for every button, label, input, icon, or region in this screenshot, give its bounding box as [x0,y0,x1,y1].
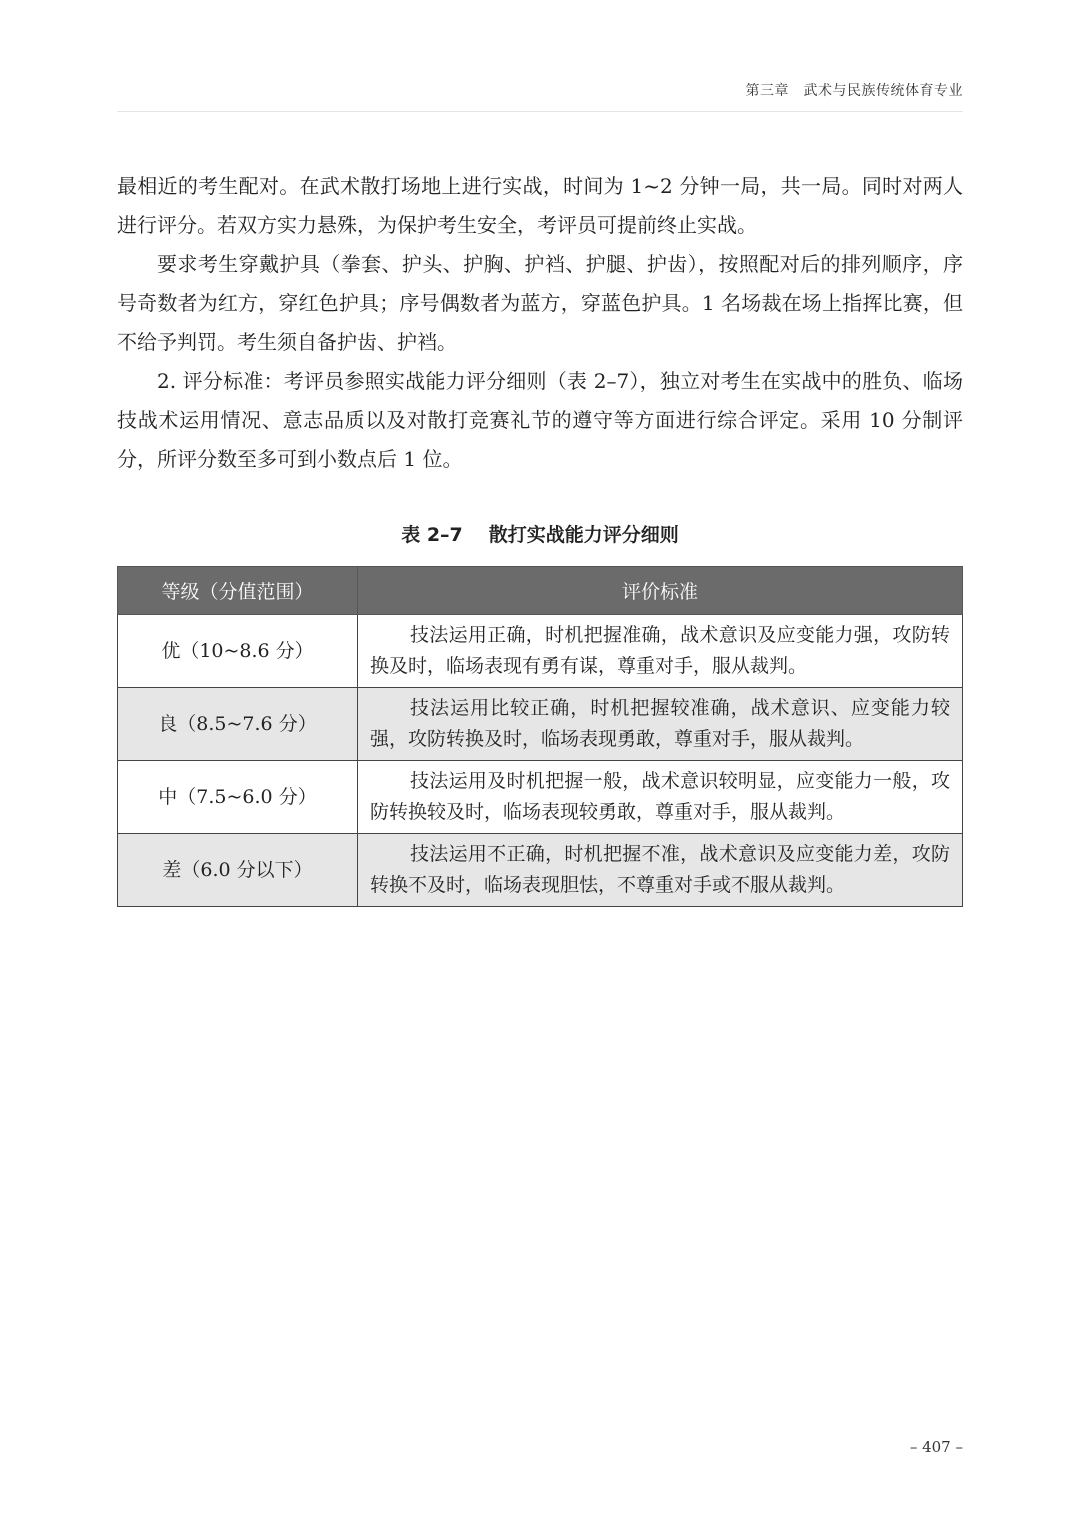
criteria-cell [358,615,963,688]
table-caption [117,520,963,547]
page-number: – 407 – [909,1438,963,1456]
criteria-cell [358,761,963,834]
table-title: 散打实战能力评分细则 [488,524,679,546]
grade-cell: 优（10~8.6 分） [118,615,358,688]
column-header-grade: 等级（分值范围） [118,567,358,615]
paragraph: 要求考生穿戴护具（拳套、护头、护胸、护裆、护腿、护齿），按照配对后的排列顺序，序号奇数者为红方，穿红色护具；序号偶数者为蓝方，穿蓝色护具。1 名场裁在场上指挥比赛，但不给予判罚。考生须自备护齿、护裆。 [117,252,963,354]
scoring-table [117,566,963,907]
criteria-text: 技法运用正确，时机把握准确，战术意识及应变能力强，攻防转换及时，临场表现有勇有谋，尊重对手，服从裁判。 [370,624,950,677]
paragraph: 2. 评分标准：考评员参照实战能力评分细则（表 2–7），独立对考生在实战中的胜负、临场技战术运用情况、意志品质以及对散打竞赛礼节的遵守等方面进行综合评定。采用 10 分制评分，所评分数至多可到小数点后 1 位。 [117,369,963,471]
table-row [118,834,963,907]
body-text [117,167,963,479]
paragraph: 最相近的考生配对。在武术散打场地上进行实战，时间为 1~2 分钟一局，共一局。同时对两人进行评分。若双方实力悬殊，为保护考生安全，考评员可提前终止实战。 [117,174,963,237]
grade-cell: 中（7.5~6.0 分） [118,761,358,834]
table-row [118,615,963,688]
table-number: 表 2–7 [401,524,463,546]
criteria-text: 技法运用比较正确，时机把握较准确，战术意识、应变能力较强，攻防转换及时，临场表现勇敢，尊重对手，服从裁判。 [370,697,950,750]
criteria-cell [358,688,963,761]
criteria-text: 技法运用不正确，时机把握不准，战术意识及应变能力差，攻防转换不及时，临场表现胆怯，不尊重对手或不服从裁判。 [370,843,950,896]
criteria-text: 技法运用及时机把握一般，战术意识较明显，应变能力一般，攻防转换较及时，临场表现较勇敢，尊重对手，服从裁判。 [370,770,950,823]
table-row [118,688,963,761]
table-row [118,761,963,834]
running-header: 第三章 武术与民族传统体育专业 [745,83,963,99]
table-header-row [118,567,963,615]
grade-cell: 差（6.0 分以下） [118,834,358,907]
criteria-cell [358,834,963,907]
grade-cell: 良（8.5~7.6 分） [118,688,358,761]
header-divider [117,111,963,112]
column-header-criteria: 评价标准 [358,567,963,615]
